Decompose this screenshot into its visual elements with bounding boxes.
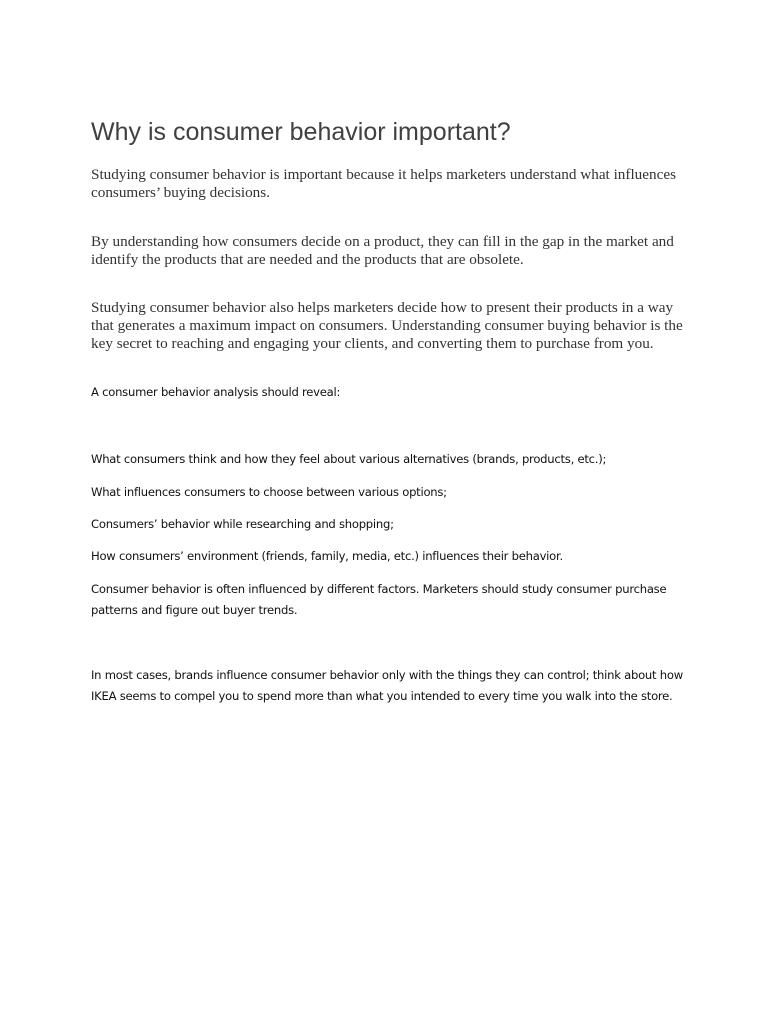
analysis-item: What influences consumers to choose between various options; xyxy=(91,485,447,499)
factors-paragraph: Consumer behavior is often influenced by different factors. Marketers should study consumer purchase patterns and figure out buyer trends. xyxy=(91,582,667,617)
closing-paragraph: In most cases, brands influence consumer behavior only with the things they can control; think about how IKEA seems to compel you to spend more than what you intended to every time you walk into the store. xyxy=(91,668,683,703)
analysis-item: How consumers’ environment (friends, family, media, etc.) influences their behavior. xyxy=(91,549,563,563)
analysis-item: What consumers think and how they feel about various alternatives (brands, products, etc.); xyxy=(91,452,607,466)
analysis-heading: A consumer behavior analysis should reveal: xyxy=(91,385,341,399)
intro-paragraph: Studying consumer behavior is important because it helps marketers understand what influences consumers’ buying decisions. xyxy=(91,166,676,201)
analysis-item: Consumers’ behavior while researching and shopping; xyxy=(91,517,394,531)
market-gap-paragraph: By understanding how consumers decide on a product, they can fill in the gap in the market and identify the products that are needed and the products that are obsolete. xyxy=(91,233,674,268)
page-title: Why is consumer behavior important? xyxy=(91,118,511,146)
presentation-paragraph: Studying consumer behavior also helps marketers decide how to present their products in a way that generates a maximum impact on consumers. Understanding consumer buying behavior is the key secret to reaching and engaging your clients, and converting them to purchase from you. xyxy=(91,299,683,352)
